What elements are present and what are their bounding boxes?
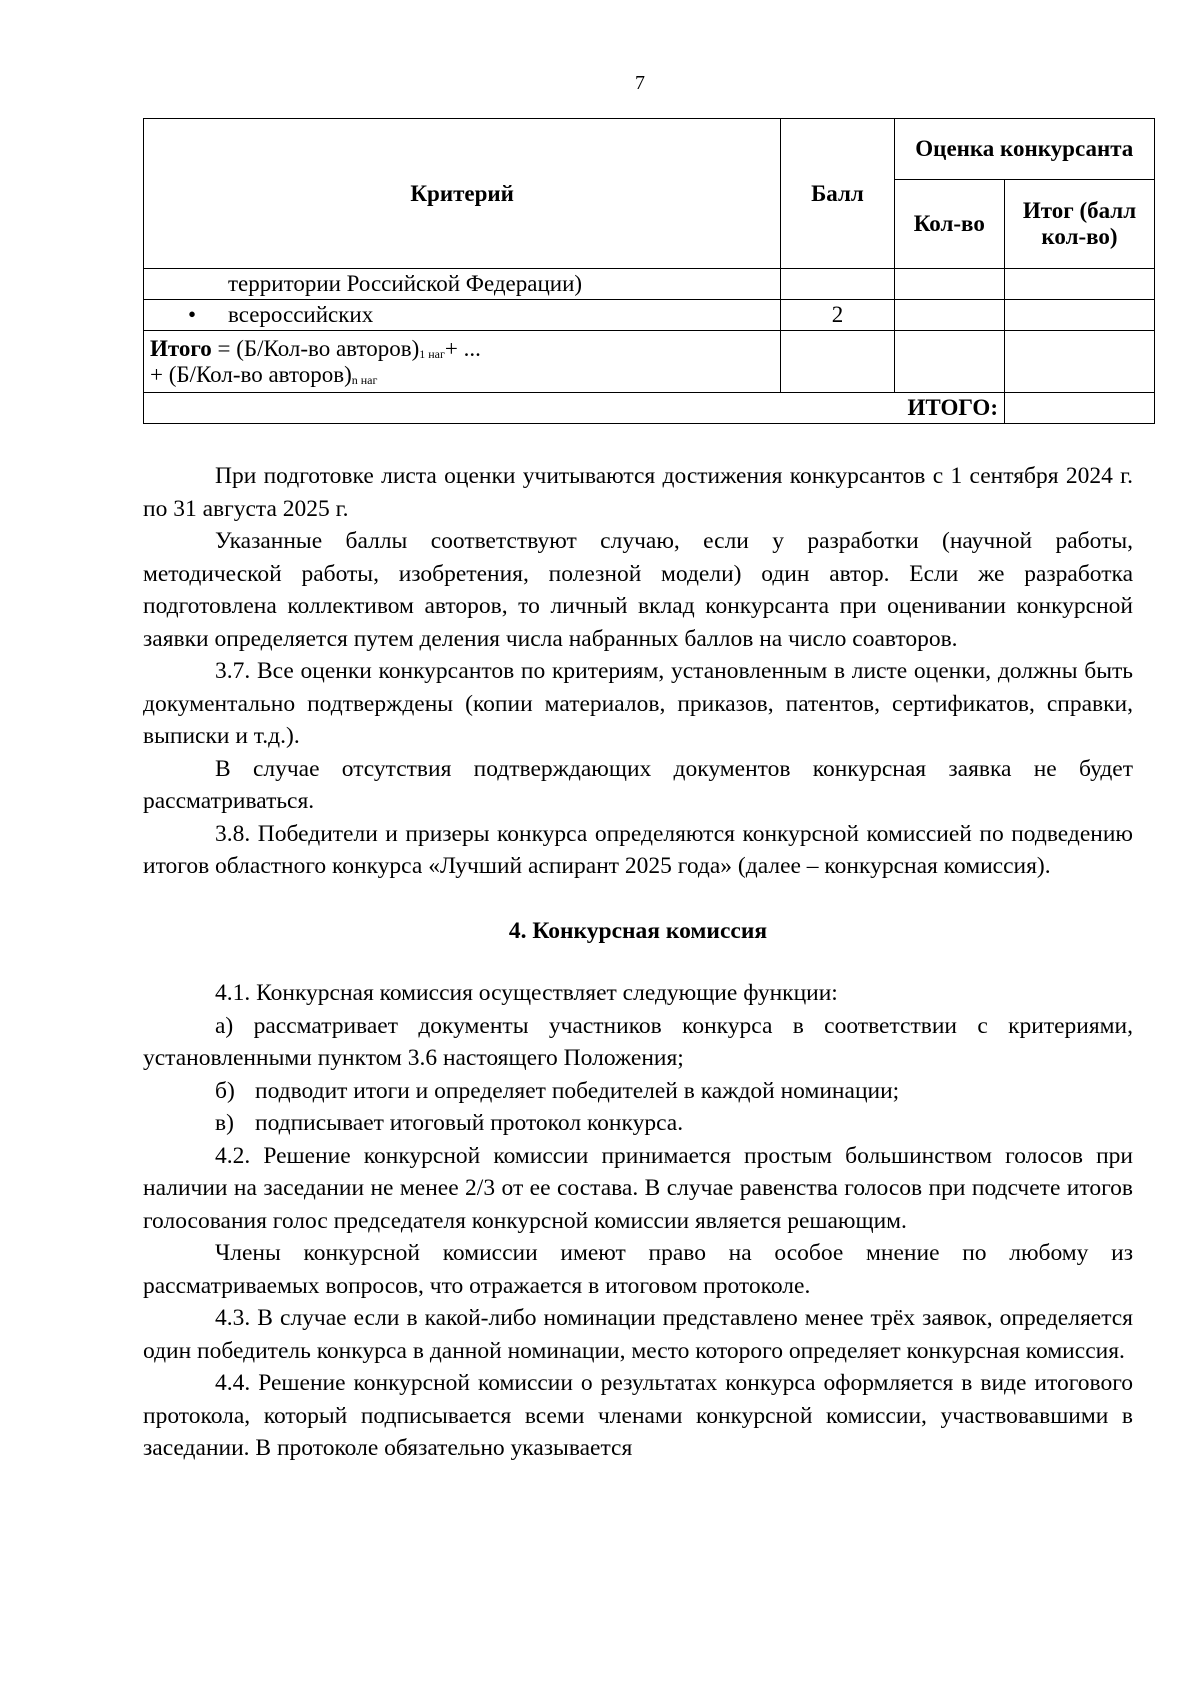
row-criterion xyxy=(144,300,781,331)
list-item xyxy=(143,1107,1133,1140)
header-result: Итог (балл кол-во) xyxy=(1004,180,1154,269)
paragraph: 4.2. Решение конкурсной комиссии принимается простым большинством голосов при наличии на заседании не менее 2/3 от ее состава. В случае равенства голосов при подсчете итогов голосования голос председателя конкурсной комиссии является решающим. xyxy=(143,1142,1133,1234)
total-row xyxy=(144,393,1155,424)
row-result xyxy=(1004,300,1154,331)
paragraph: 4.4. Решение конкурсной комиссии о результатах конкурса оформляется в виде итогового протокола, который подписывается всеми членами конкурсной комиссии, участвовавшими в заседании. В протоколе обязательно указывается xyxy=(143,1370,1133,1461)
formula-row xyxy=(144,331,1155,393)
formula-label: Итого xyxy=(150,335,212,361)
formula-cell xyxy=(144,331,781,393)
header-quantity: Кол-во xyxy=(894,180,1004,269)
list-marker: в) xyxy=(215,1110,234,1136)
list-item-text: подводит итоги и определяет победителей в каждой номинации; xyxy=(255,1077,900,1104)
paragraph: 4.1. Конкурсная комиссия осуществляет следующие функции: xyxy=(215,980,838,1006)
paragraph: 3.8. Победители и призеры конкурса определяются конкурсной комиссией по подведению итогов областного конкурса «Лучший аспирант 2025 года» (далее – конкурсная комиссия). xyxy=(143,820,1133,879)
formula-subscript: 1 наг xyxy=(419,346,445,361)
row-criterion-text: всероссийских xyxy=(228,302,374,328)
page-number: 7 xyxy=(635,72,645,94)
table-header-row xyxy=(144,119,1155,180)
row-quantity xyxy=(894,269,1004,300)
formula-line-2 xyxy=(150,362,774,388)
paragraph: а) рассматривает документы участников конкурса в соответствии с критериями, установленными пунктом 3.6 настоящего Положения; xyxy=(143,1012,1133,1071)
formula-result xyxy=(1004,331,1154,393)
formula-ball xyxy=(781,331,894,393)
table-row xyxy=(144,269,1155,300)
row-quantity xyxy=(894,300,1004,331)
paragraph: При подготовке листа оценки учитываются достижения конкурсантов с 1 сентября 2024 г. по 31 августа 2025 г. xyxy=(143,463,1133,522)
header-criterion: Критерий xyxy=(144,119,781,269)
list-item xyxy=(143,1075,1133,1108)
paragraph: Указанные баллы соответствуют случаю, если у разработки (научной работы, методической работы, изобретения, полезной модели) один автор. Если же разработка подготовлена коллективом авторов, то личный вклад конкурсанта при оценивании конкурсной заявки определяется путем деления числа набранных баллов на число соавторов. xyxy=(143,528,1133,652)
formula-subscript: n наг xyxy=(351,372,378,387)
list-item-text: подписывает итоговый протокол конкурса. xyxy=(255,1110,684,1136)
formula-part: + (Б/Кол-во авторов) xyxy=(150,361,352,387)
table-row xyxy=(144,300,1155,331)
total-label: ИТОГО: xyxy=(144,393,1005,424)
row-ball xyxy=(781,269,894,300)
formula-line-1 xyxy=(150,336,774,362)
formula-quantity xyxy=(894,331,1004,393)
header-ball: Балл xyxy=(781,119,894,269)
header-evaluation: Оценка конкурсанта xyxy=(894,119,1154,180)
paragraph: В случае отсутствия подтверждающих документов конкурсная заявка не будет рассматриваться. xyxy=(143,755,1133,814)
section-heading: 4. Конкурсная комиссия xyxy=(508,917,768,944)
formula-part: = (Б/Кол-во авторов) xyxy=(211,335,420,361)
body-text xyxy=(143,460,1133,1465)
criteria-table xyxy=(143,118,1155,424)
bullet-icon: • xyxy=(188,302,197,327)
paragraph: 4.3. В случае если в какой-либо номинации представлено менее трёх заявок, определяется один победитель конкурса в данной номинации, место которого определяет конкурсная комиссия. xyxy=(143,1305,1133,1364)
paragraph: Члены конкурсной комиссии имеют право на особое мнение по любому из рассматриваемых вопросов, что отражается в итоговом протоколе. xyxy=(143,1240,1133,1299)
paragraph: 3.7. Все оценки конкурсантов по критериям, установленным в листе оценки, должны быть документально подтверждены (копии материалов, приказов, патентов, сертификатов, справки, выписки и т.д.). xyxy=(143,658,1133,749)
row-result xyxy=(1004,269,1154,300)
formula-part: + ... xyxy=(444,335,481,361)
total-value xyxy=(1004,393,1154,424)
row-ball: 2 xyxy=(781,300,894,331)
list-marker: б) xyxy=(215,1077,235,1104)
row-criterion: территории Российской Федерации) xyxy=(144,269,781,300)
